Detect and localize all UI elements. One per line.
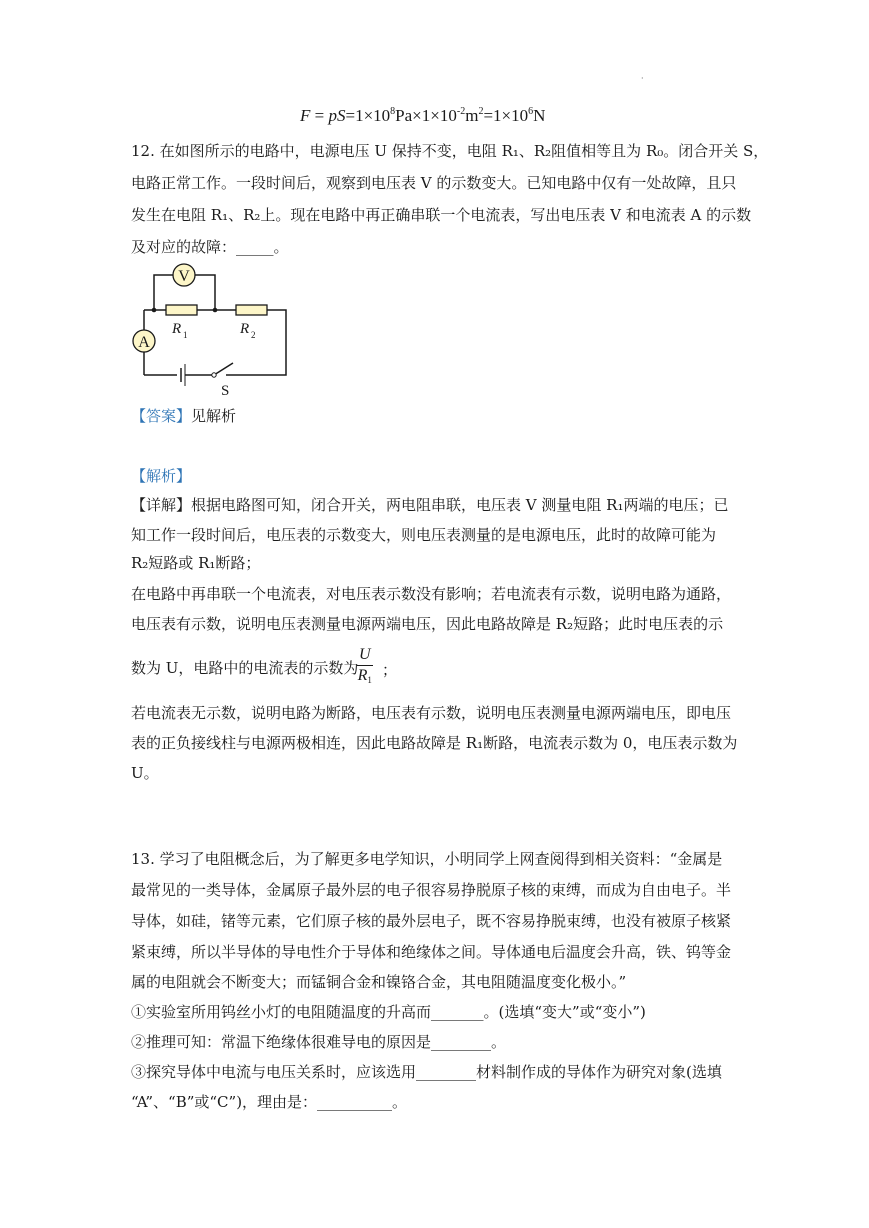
resistor-r1: [166, 305, 197, 315]
junction-dot-left: [152, 308, 157, 313]
switch-pivot: [212, 373, 216, 377]
analysis-line-9: U。: [131, 764, 159, 782]
fraction-denominator: $R_1$: [357, 667, 372, 685]
resistor-r2: [236, 305, 267, 315]
voltmeter-label: V: [178, 268, 190, 285]
analysis-line-7: 若电流表无示数，说明电路为断路，电压表有示数，说明电压表测量电源两端电压，即电压: [131, 704, 732, 722]
q13-line-1: 13. 学习了电阻概念后，为了解更多电学知识，小明同学上网查阅得到相关资料：“金属是: [131, 850, 723, 868]
junction-dot-right: [213, 308, 218, 313]
analysis-line-3: R₂短路或 R₁断路；: [131, 554, 261, 572]
q13-line-5: 属的电阻就会不断变大；而锰铜合金和镍铬合金，其电阻随温度变化极小。”: [131, 973, 627, 991]
analysis-line-6-end: ；: [382, 661, 398, 679]
stray-mark: ·: [641, 74, 644, 83]
detail-tag: 【详解】: [131, 496, 192, 514]
analysis-line-5: 电压表有示数，说明电压表测量电源两端电压，因此电路故障是 R₂短路；此时电压表的示: [131, 615, 724, 633]
r2-label: R: [240, 321, 250, 337]
q12-line-4: 及对应的故障：_____。: [131, 238, 289, 256]
current-fraction: [357, 645, 373, 686]
r1-label: R: [172, 321, 182, 337]
fraction-numerator: U: [357, 645, 373, 666]
q12-line-3: 发生在电阻 R₁、R₂上。现在电路中再正确串联一个电流表，写出电压表 V 和电流表 A 的示数: [131, 206, 752, 224]
analysis-line-1-text: 根据电路图可知，闭合开关，两电阻串联，电压表 V 测量电阻 R₁两端的电压；已: [191, 496, 729, 514]
q13-line-2: 最常见的一类导体，金属原子最外层的电子很容易挣脱原子核的束缚，而成为自由电子。半: [131, 881, 732, 899]
analysis-line-1: [131, 495, 728, 515]
answer-line: [131, 406, 236, 426]
q13-line-4: 紧束缚，所以半导体的导电性介于导体和绝缘体之间。导体通电后温度会升高，铁、钨等金: [131, 943, 732, 961]
q13-line-3: 导体，如硅，锗等元素，它们原子核的最外层电子，既不容易挣脱束缚，也没有被原子核紧: [131, 912, 732, 930]
answer-tag: 【答案】: [131, 407, 192, 425]
analysis-line-4: 在电路中再串联一个电流表，对电压表示数没有影响；若电流表有示数，说明电路为通路，: [131, 585, 732, 603]
answer-text: 见解析: [191, 407, 237, 425]
ammeter-label: A: [138, 334, 150, 351]
analysis-line-2: 知工作一段时间后，电压表的示数变大，则电压表测量的是电源电压，此时的故障可能为: [131, 526, 717, 544]
q13-item-1: ①实验室所用钨丝小灯的电阻随温度的升高而_______。(选填“变大”或“变小”): [131, 1003, 646, 1021]
circuit-wires: [144, 275, 286, 386]
analysis-line-8: 表的正负接线柱与电源两极相连，因此电路故障是 R₁断路，电流表示数为 0，电压表示数为: [131, 734, 738, 752]
analysis-tag: 【解析】: [131, 467, 192, 485]
q13-item-3-cont: “A”、“B”或“C”)，理由是：__________。: [131, 1093, 408, 1111]
switch-label: S: [221, 383, 230, 398]
circuit-diagram: [128, 258, 298, 398]
analysis-line-6: 数为 U，电路中的电流表的示数为: [131, 659, 359, 677]
pressure-force-formula: $F = pS=1\times 10^8Pa\times 1\times 10^{-2}m^2=1\times 10^6N$: [300, 106, 546, 125]
r2-label-sub: 2: [251, 330, 256, 340]
q13-item-3: ③探究导体中电流与电压关系时，应该选用________材料制作成的导体作为研究对象(选填: [131, 1063, 722, 1081]
q13-item-2: ②推理可知：常温下绝缘体很难导电的原因是________。: [131, 1033, 507, 1051]
q12-line-1: 12. 在如图所示的电路中，电源电压 U 保持不变，电阻 R₁、R₂阻值相等且为 R₀。闭合开关 S，: [131, 142, 769, 160]
q12-line-2: 电路正常工作。一段时间后，观察到电压表 V 的示数变大。已知电路中仅有一处故障，且只: [131, 174, 737, 192]
r1-label-sub: 1: [183, 330, 188, 340]
